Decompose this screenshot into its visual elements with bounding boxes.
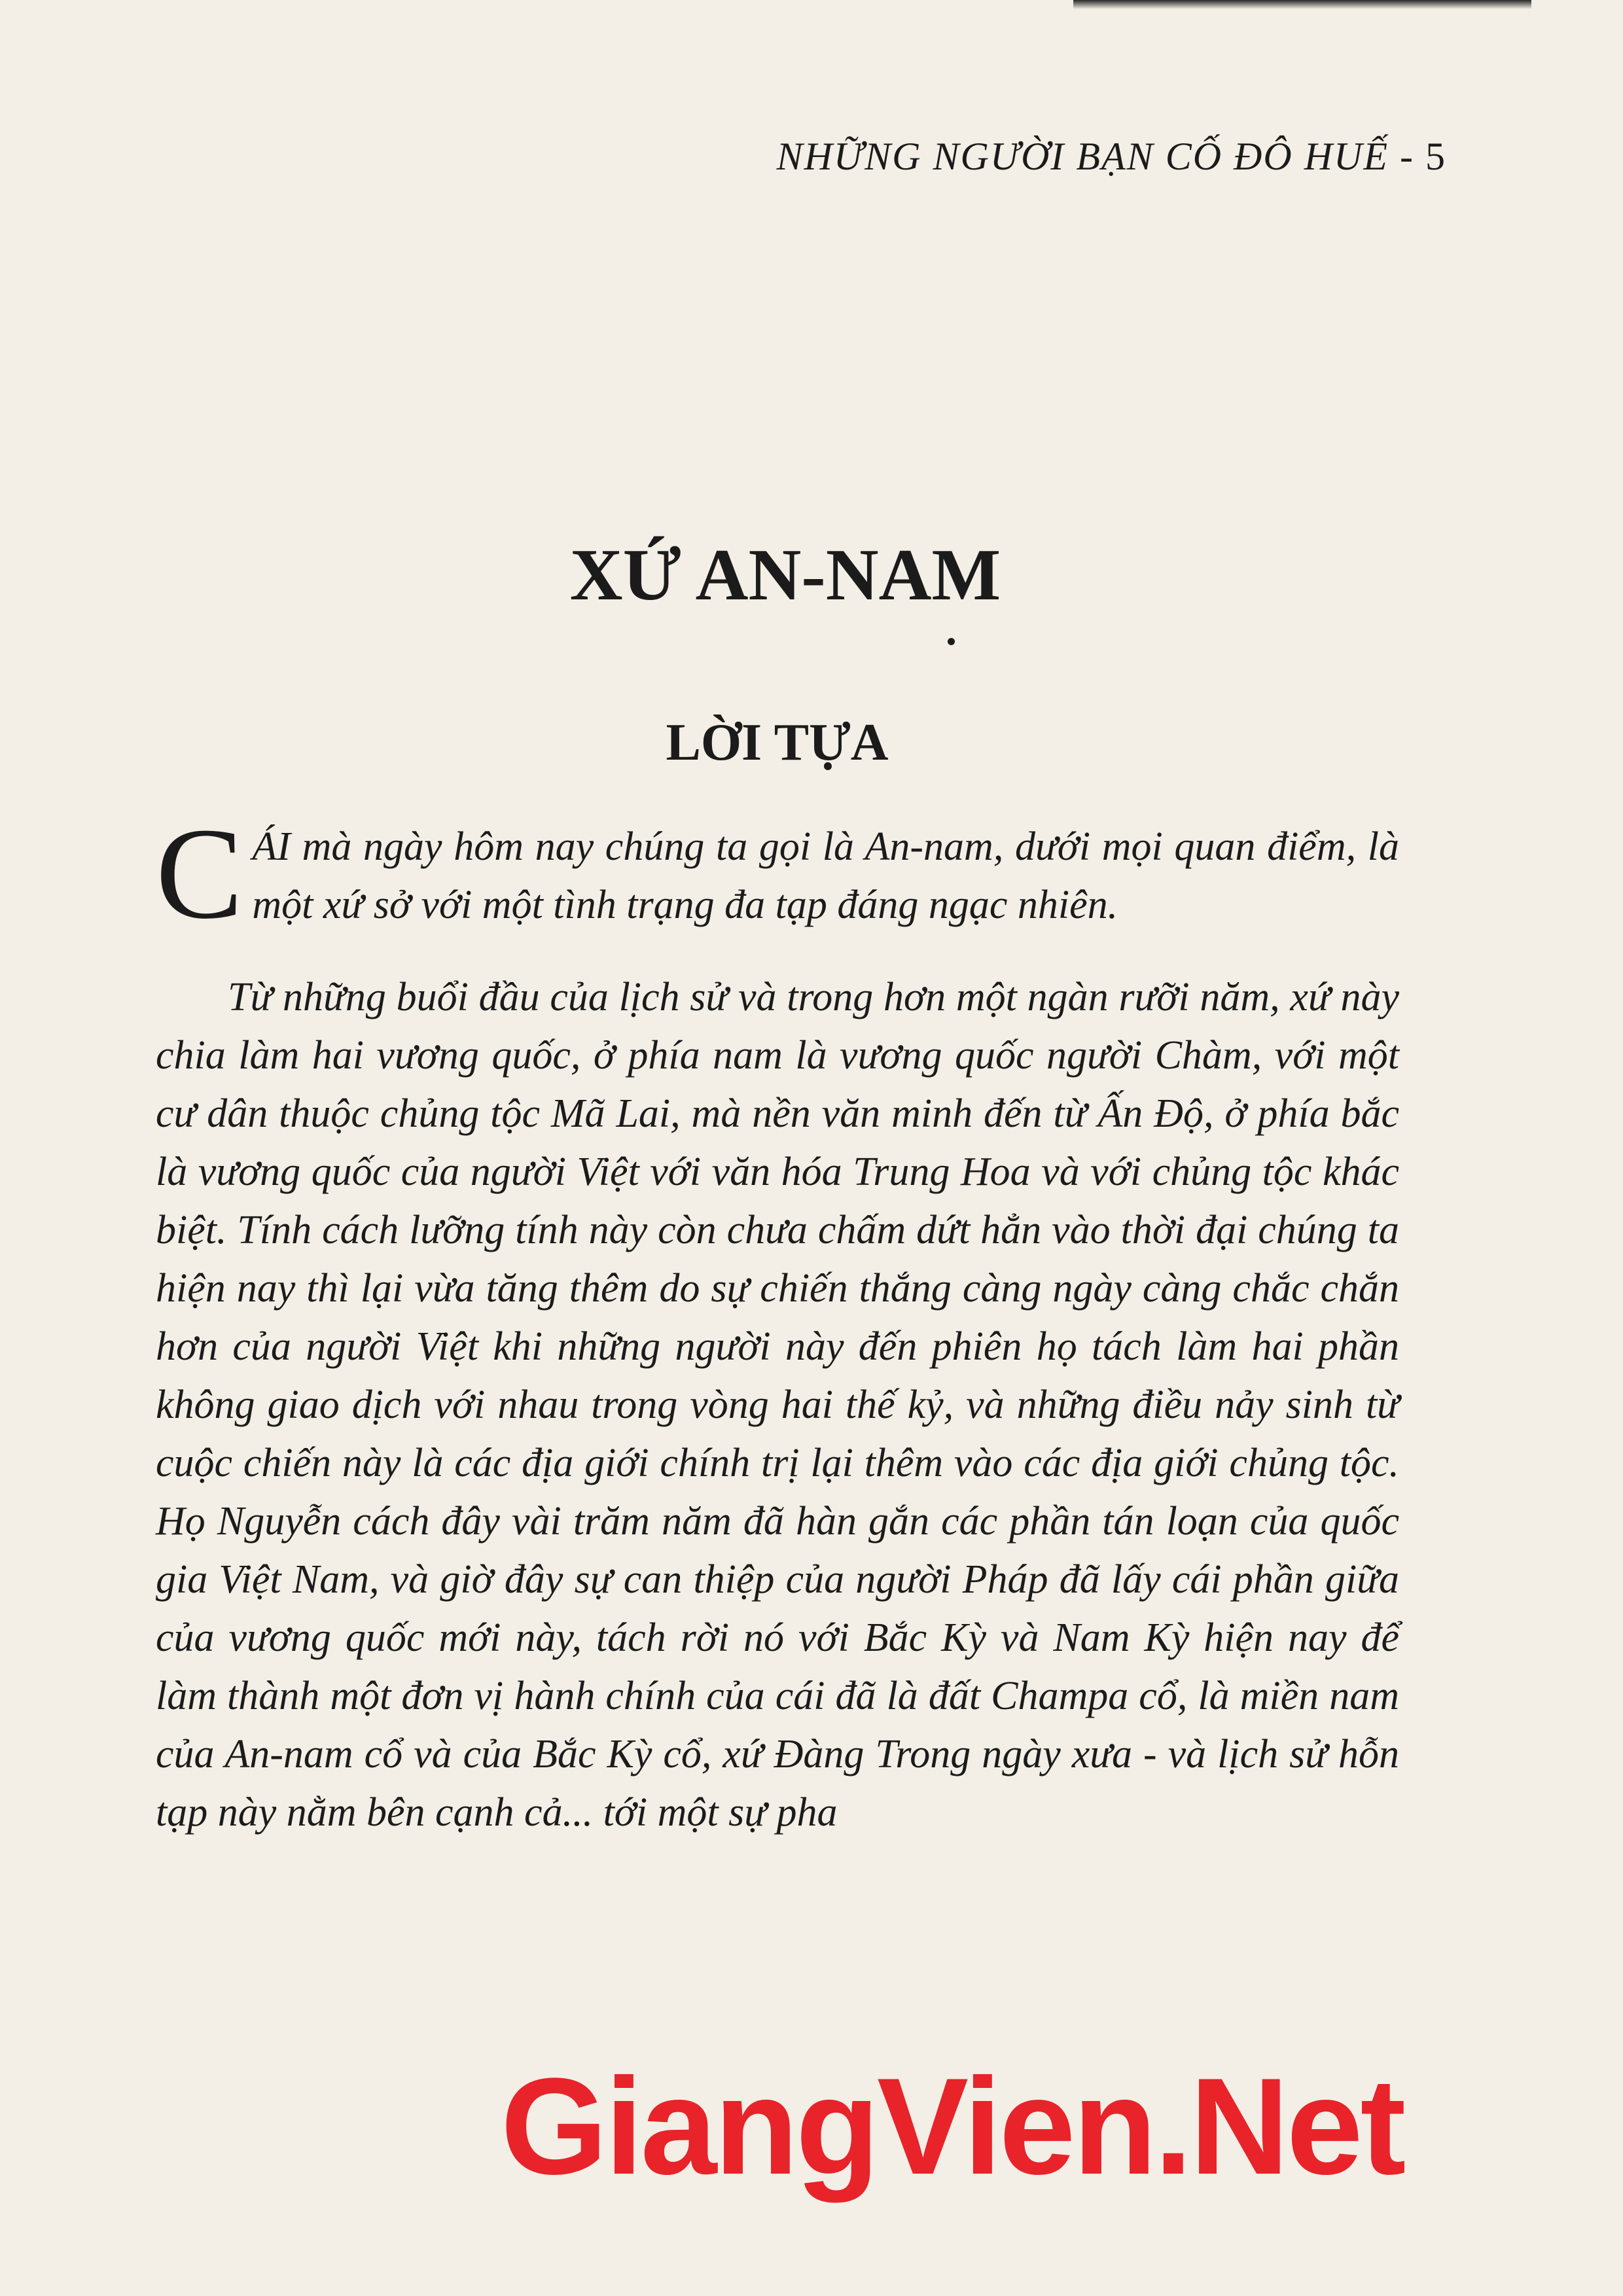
watermark-logo: GiangVien.Net (501, 2049, 1404, 2203)
paragraph-1-text: ÁI mà ngày hôm nay chúng ta gọi là An-nam, dưới mọi quan điểm, là một xứ sở với một tình trạng đa tạp đáng ngạc nhiên. (252, 824, 1399, 927)
body-text (156, 802, 1399, 1876)
ornament-dot (948, 638, 955, 645)
paragraph-2: Từ những buổi đầu của lịch sử và trong hơn một ngàn rưỡi năm, xứ này chia làm hai vương quốc, ở phía nam là vương quốc người Chàm, với một cư dân thuộc chủng tộc Mã Lai, mà nền văn minh đến từ Ấn Độ, ở phía bắc là vương quốc của người Việt với văn hóa Trung Hoa và với chủng tộc khác biệt. Tính cách lưỡng tính này còn chưa chấm dứt hẳn vào thời đại chúng ta hiện nay thì lại vừa tăng thêm do sự chiến thắng càng ngày càng chắc chắn hơn của người Việt khi những người này đến phiên họ tách làm hai phần không giao dịch với nhau trong vòng hai thế kỷ, và những điều nảy sinh từ cuộc chiến này là các địa giới chính trị lại thêm vào các địa giới chủng tộc. Họ Nguyễn cách đây vài trăm năm đã hàn gắn các phần tán loạn của quốc gia Việt Nam, và giờ đây sự can thiệp của người Pháp đã lấy cái phần giữa của vương quốc mới này, tách rời nó với Bắc Kỳ và Nam Kỳ hiện nay để làm thành một đơn vị hành chính của cái đã là đất Champa cổ, là miền nam của An-nam cổ và của Bắc Kỳ cổ, xứ Đàng Trong ngày xưa - và lịch sử hỗn tạp này nằm bên cạnh cả... tới một sự pha (156, 975, 1399, 1835)
paragraph-1 (156, 802, 1399, 946)
page-number: 5 (1425, 135, 1446, 178)
header-separator: - (1389, 135, 1425, 178)
running-header (777, 134, 1446, 179)
chapter-title: XỨ AN-NAM (569, 535, 1001, 616)
drop-cap: C (156, 802, 243, 946)
page-edge-shadow (1073, 0, 1531, 9)
chapter-subtitle: LỜI TỰA (666, 714, 889, 771)
running-title: NHỮNG NGƯỜI BẠN CỐ ĐÔ HUẾ (776, 135, 1389, 178)
